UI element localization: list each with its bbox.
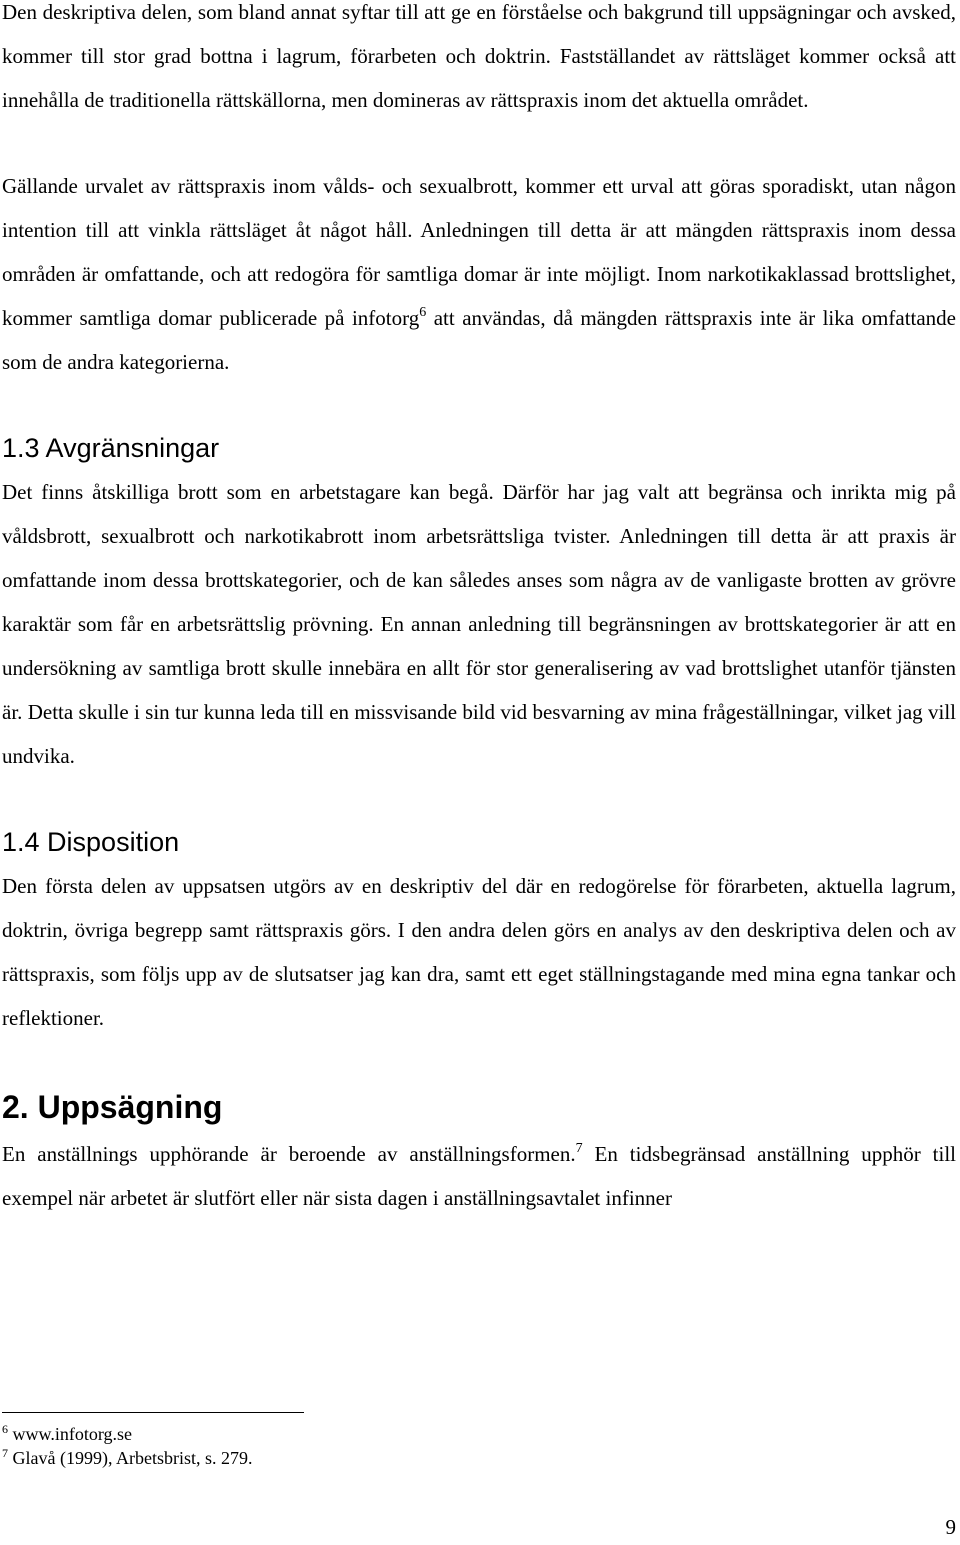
heading-uppsagning: 2. Uppsägning	[2, 1089, 223, 1125]
footnotes	[2, 1422, 902, 1470]
footnote-number: 6	[2, 1422, 8, 1436]
footnote-7	[2, 1446, 902, 1470]
paragraph-disposition: Den första delen av uppsatsen utgörs av en deskriptiv del där en redogörelse för förarbeten, aktuella lagrum, doktrin, övriga begrepp samt rättspraxis görs. I den andra delen görs en analys av den deskriptiva delen och av rättspraxis, som följs upp av de slutsatser jag kan dra, samt ett eget ställningstagande med mina egna tankar och reflektioner.	[2, 874, 956, 1030]
paragraph-termination-text-b: En tidsbegränsad anställning upphör till exempel när arbetet är slutfört eller när sista dagen i anställningsavtalet infinner	[2, 1142, 957, 1210]
footnote-text: www.infotorg.se	[8, 1424, 132, 1444]
footnote-ref-7[interactable]: 7	[575, 1141, 583, 1156]
paragraph-descriptive-part: Den deskriptiva delen, som bland annat syftar till att ge en förståelse och bakgrund till uppsägningar och avsked, kommer till stor grad bottna i lagrum, förarbeten och doktrin. Fastställandet av rättsläget kommer också att innehålla de traditionella rättskällorna, men domineras av rättspraxis inom det aktuella området.	[2, 0, 956, 112]
footnote-separator	[2, 1412, 304, 1413]
footnote-ref-6[interactable]: 6	[419, 305, 427, 320]
paragraph-case-law-selection-text-a: Gällande urvalet av rättspraxis inom vålds- och sexualbrott, kommer ett urval att göras sporadiskt, utan någon intention till att vinkla rättsläget åt något håll. Anledningen till detta är att mängden rättspraxis inom dessa områden är omfattande, och att redogöra för samtliga domar är inte möjligt. Inom narkotikaklassad brottslighet, kommer samtliga domar publicerade på infotorg	[2, 174, 956, 330]
paragraph-termination	[2, 1132, 956, 1220]
footnote-text: Glavå (1999), Arbetsbrist, s. 279.	[8, 1448, 253, 1468]
document-page	[2, 0, 956, 1220]
heading-avgransningar: 1.3 Avgränsningar	[2, 433, 220, 463]
page-number: 9	[945, 1515, 956, 1539]
footnote-number: 7	[2, 1446, 8, 1460]
footnote-6	[2, 1422, 902, 1446]
paragraph-delimitations: Det finns åtskilliga brott som en arbetstagare kan begå. Därför har jag valt att begränsa och inrikta mig på våldsbrott, sexualbrott och narkotikabrott inom arbetsrättsliga tvister. Anledningen till detta är att praxis är omfattande inom dessa brottskategorier, och de kan således anses som några av de vanligaste brotten av grövre karaktär som får en arbetsrättslig prövning. En annan anledning till begränsningen av brottskategorier är att en undersökning av samtliga brott skulle innebära en allt för stor generalisering av vad brottslighet utanför tjänsten är. Detta skulle i sin tur kunna leda till en missvisande bild vid besvarning av mina frågeställningar, vilket jag vill undvika.	[2, 480, 956, 768]
paragraph-termination-text-a: En anställnings upphörande är beroende av anställningsformen.	[2, 1142, 576, 1166]
paragraph-case-law-selection	[2, 164, 956, 384]
heading-disposition: 1.4 Disposition	[2, 827, 180, 857]
paragraph-case-law-selection-text-b: att användas, då mängden rättspraxis inte är lika omfattande som de andra kategorierna.	[2, 306, 956, 374]
